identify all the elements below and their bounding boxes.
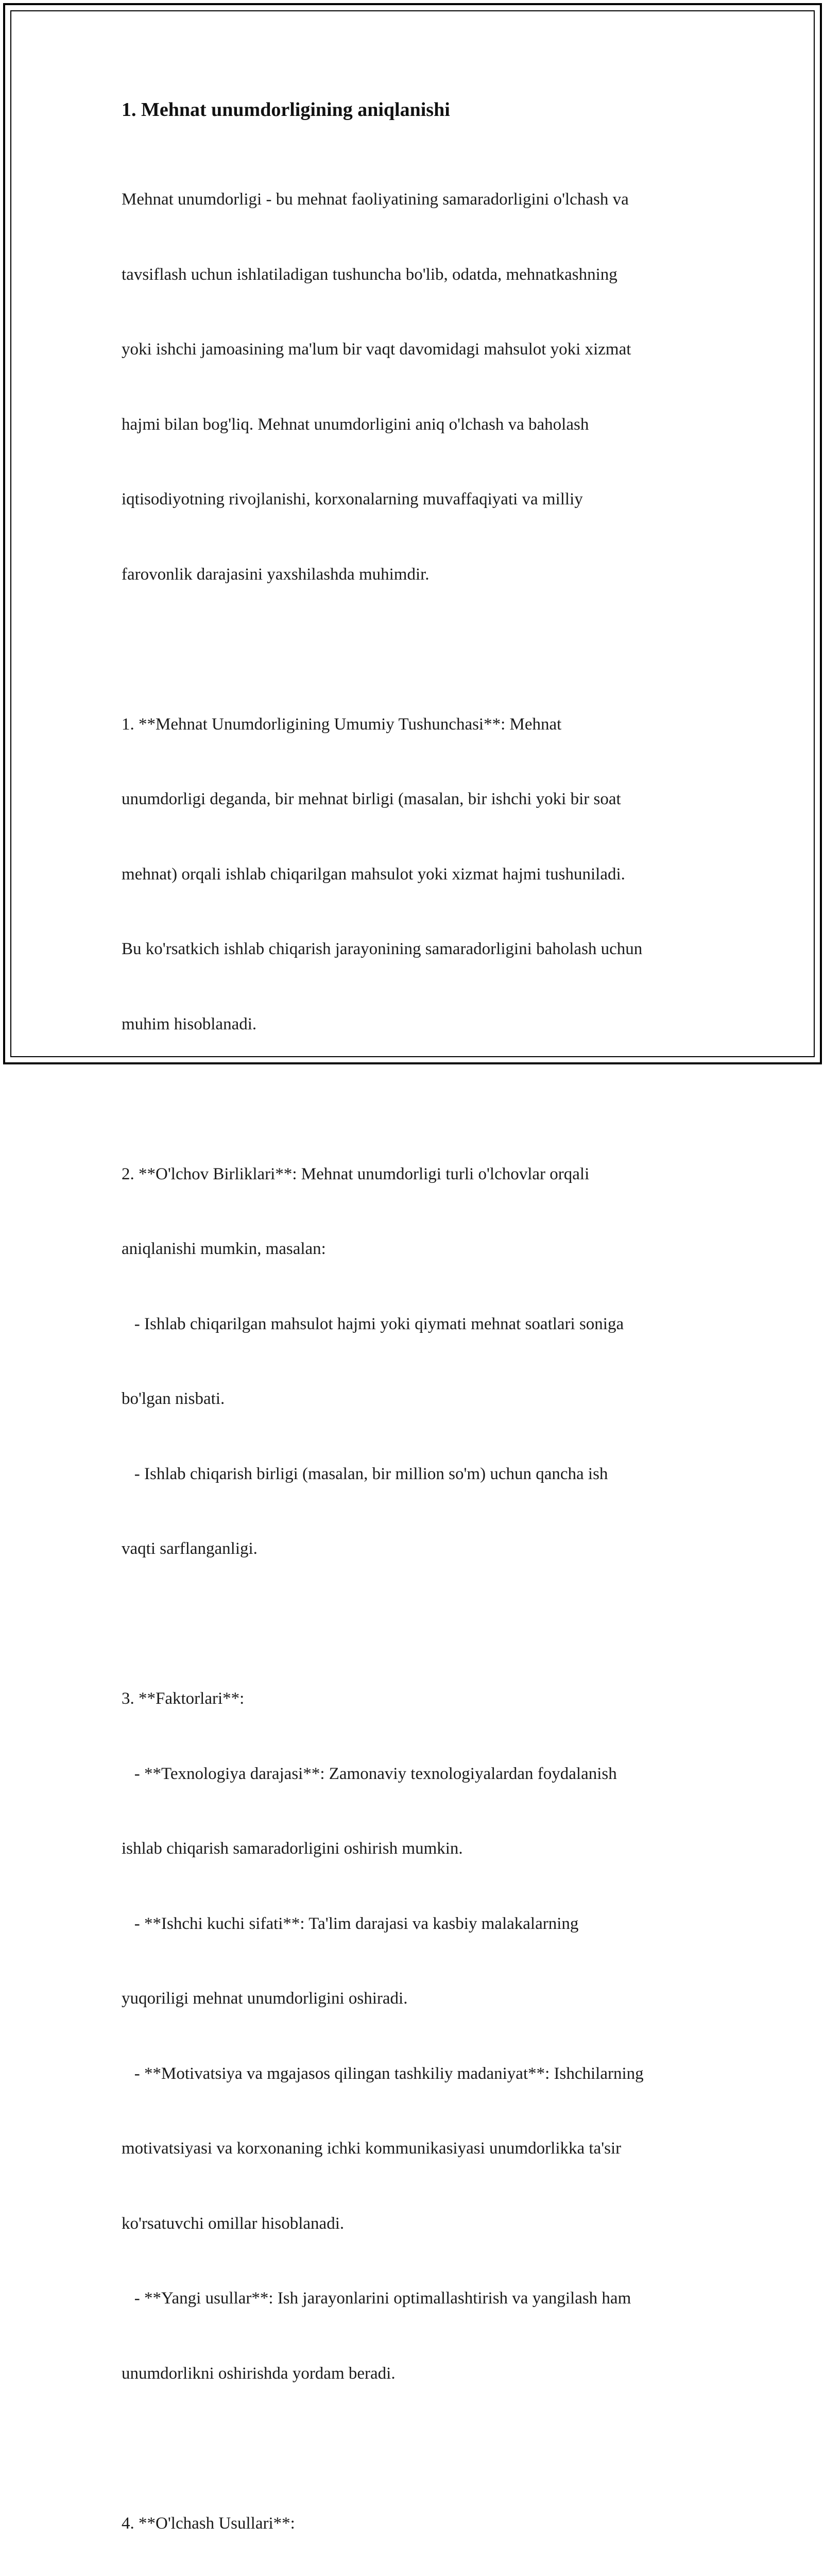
text-line: hajmi bilan bog'liq. Mehnat unumdorligini aniq o'lchash va baholash (122, 415, 589, 434)
text-line: yuqoriligi mehnat unumdorligini oshiradi. (122, 1989, 408, 2008)
text-line: tavsiflash uchun ishlatiladigan tushuncha bo'lib, odatda, mehnatkashning (122, 265, 617, 284)
text-line: motivatsiyasi va korxonaning ichki kommunikasiyasi unumdorlikka ta'sir (122, 2139, 622, 2158)
text-line: yoki ishchi jamoasining ma'lum bir vaqt davomidagi mahsulot yoki xizmat (122, 340, 631, 359)
text-line: 4. **O'lchash Usullari**: (122, 2514, 295, 2533)
text-line: aniqlanishi mumkin, masalan: (122, 1240, 326, 1258)
text-line: farovonlik darajasini yaxshilashda muhimdir. (122, 565, 430, 584)
text-line: - **Motivatsiya va mgajasos qilingan tashkiliy madaniyat**: Ishchilarning (122, 2064, 644, 2083)
blank-line (122, 1087, 729, 1112)
text-line: bo'lgan nisbati. (122, 1389, 225, 1408)
text-line: 1. **Mehnat Unumdorligining Umumiy Tushunchasi**: Mehnat (122, 715, 562, 734)
text-line: - Ishlab chiqarilgan mahsulot hajmi yoki qiymati mehnat soatlari soniga (122, 1314, 624, 1333)
blank-line (122, 2436, 729, 2461)
text-line: ko'rsatuvchi omillar hisoblanadi. (122, 2214, 345, 2233)
text-line: unumdorlikni oshirishda yordam beradi. (122, 2364, 396, 2383)
document-body (122, 96, 729, 2576)
text-line: - **Ishchi kuchi sifati**: Ta'lim darajasi va kasbiy malakalarning (122, 1914, 579, 1933)
text-line: - Ishlab chiqarish birligi (masalan, bir million so'm) uchun qancha ish (122, 1464, 608, 1483)
text-line: 2. **O'lchov Birliklari**: Mehnat unumdorligi turli o'lchovlar orqali (122, 1164, 590, 1183)
blank-line (122, 1612, 729, 1637)
text-line: Mehnat unumdorligi - bu mehnat faoliyatining samaradorligini o'lchash va (122, 190, 629, 209)
text-line: - **Yangi usullar**: Ish jarayonlarini optimallashtirish va yangilash ham (122, 2289, 631, 2308)
blank-line (122, 637, 729, 662)
text-line: mehnat) orqali ishlab chiqarilgan mahsulot yoki xizmat hajmi tushuniladi. (122, 865, 625, 884)
text-line: vaqti sarflanganligi. (122, 1539, 258, 1558)
text-line: iqtisodiyotning rivojlanishi, korxonalarning muvaffaqiyati va milliy (122, 490, 583, 509)
text-line: ishlab chiqarish samaradorligini oshirish mumkin. (122, 1839, 463, 1858)
text-line: unumdorligi deganda, bir mehnat birligi (masalan, bir ishchi yoki bir soat (122, 790, 621, 808)
text-line: muhim hisoblanadi. (122, 1014, 257, 1033)
text-line: 3. **Faktorlari**: (122, 1689, 245, 1708)
document-title: 1. Mehnat unumdorligining aniqlanishi (122, 99, 450, 121)
text-line: Bu ko'rsatkich ishlab chiqarish jarayonining samaradorligini baholash uchun (122, 940, 643, 958)
text-line: - **Texnologiya darajasi**: Zamonaviy texnologiyalardan foydalanish (122, 1764, 617, 1783)
document-text (122, 137, 729, 2576)
